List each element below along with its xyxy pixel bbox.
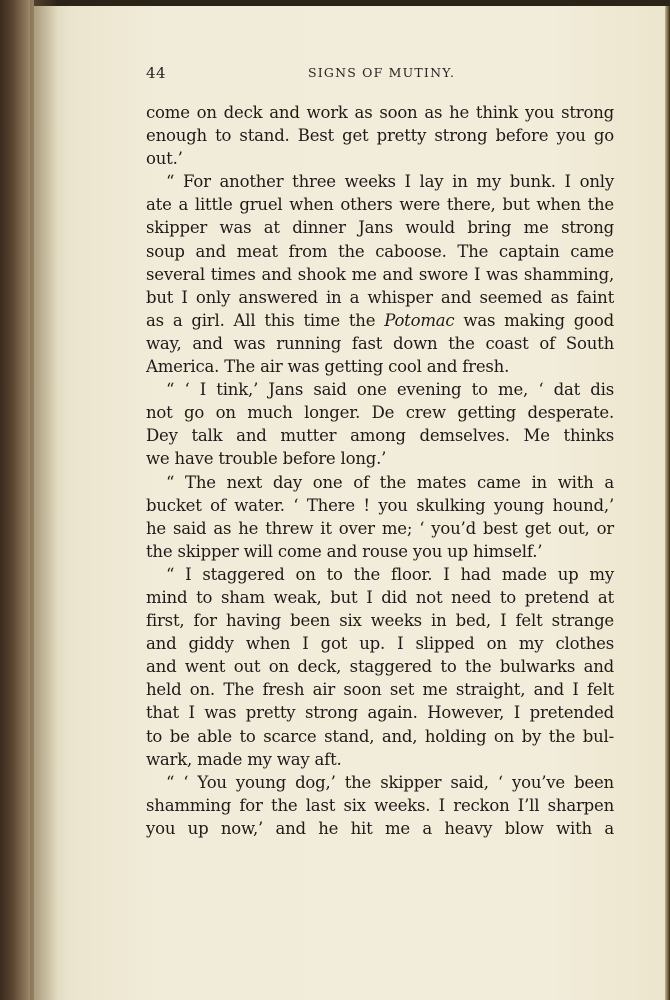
text-line: shamming for the last six weeks. I reckon I’ll sharpen	[146, 795, 614, 815]
text-line: Dey talk and mutter among demselves. Me thinks	[146, 426, 614, 446]
text-line: ate a little gruel when others were there, but when the	[146, 195, 614, 215]
text-line: held on. The fresh air soon set me straight, and I felt	[146, 680, 614, 700]
text-line: but I only answered in a whisper and seemed as faint	[146, 287, 614, 307]
text-line: “ I staggered on to the floor. I had made up my	[166, 564, 614, 584]
text-line: first, for having been six weeks in bed, I felt strange	[146, 611, 614, 631]
running-title: SIGNS OF MUTINY.	[308, 65, 456, 80]
text-line: that I was pretty strong again. However, I pretended	[146, 703, 614, 723]
text-line: the skipper will come and rouse you up himself.’	[146, 541, 543, 561]
text-line: way, and was running fast down the coast of South	[146, 333, 614, 353]
text-segment: as a girl. All this time the	[146, 310, 385, 330]
text-line: soup and meat from the caboose. The captain came	[146, 241, 614, 261]
text-line: skipper was at dinner Jans would bring me strong	[146, 218, 614, 238]
text-line: mind to sham weak, but I did not need to pretend at	[146, 587, 614, 607]
text-line: “ ‘ I tink,’ Jans said one evening to me, ‘ dat dis	[166, 380, 614, 400]
text-line: and went out on deck, staggered to the bulwarks and	[146, 657, 614, 677]
text-line: “ For another three weeks I lay in my bunk. I only	[166, 172, 614, 192]
gutter-shadow	[30, 0, 58, 1000]
text-line: “ ‘ You young dog,’ the skipper said, ‘ you’ve been	[166, 772, 614, 792]
body-text	[146, 101, 614, 840]
page-edge	[665, 6, 670, 1000]
page-number: 44	[146, 64, 167, 82]
text-line: wark, made my way aft.	[146, 749, 342, 769]
text-line: we have trouble before long.’	[146, 449, 387, 469]
text-line: to be able to scarce stand, and, holding on by the bul-	[146, 726, 614, 746]
text-segment: was making good	[454, 310, 614, 330]
text-line: “ The next day one of the mates came in with a	[166, 472, 614, 492]
text-line: you up now,’ and he hit me a heavy blow with a	[146, 818, 614, 838]
text-line: and giddy when I got up. I slipped on my clothes	[146, 634, 614, 654]
text-line: out.’	[146, 149, 183, 169]
text-line: enough to stand. Best get pretty strong before you go	[146, 126, 614, 146]
text-line: America. The air was getting cool and fresh.	[146, 357, 510, 377]
text-line	[146, 309, 614, 332]
text-line: he said as he threw it over me; ‘ you’d best get out, or	[146, 518, 614, 538]
text-line: not go on much longer. De crew getting desperate.	[146, 403, 614, 423]
ship-name: Potomac	[384, 310, 455, 330]
text-line: bucket of water. ‘ There ! you skulking young hound,’	[146, 495, 614, 515]
text-line: come on deck and work as soon as he think you strong	[146, 103, 614, 122]
text-line: several times and shook me and swore I was shamming,	[146, 264, 614, 284]
running-head	[146, 64, 616, 86]
